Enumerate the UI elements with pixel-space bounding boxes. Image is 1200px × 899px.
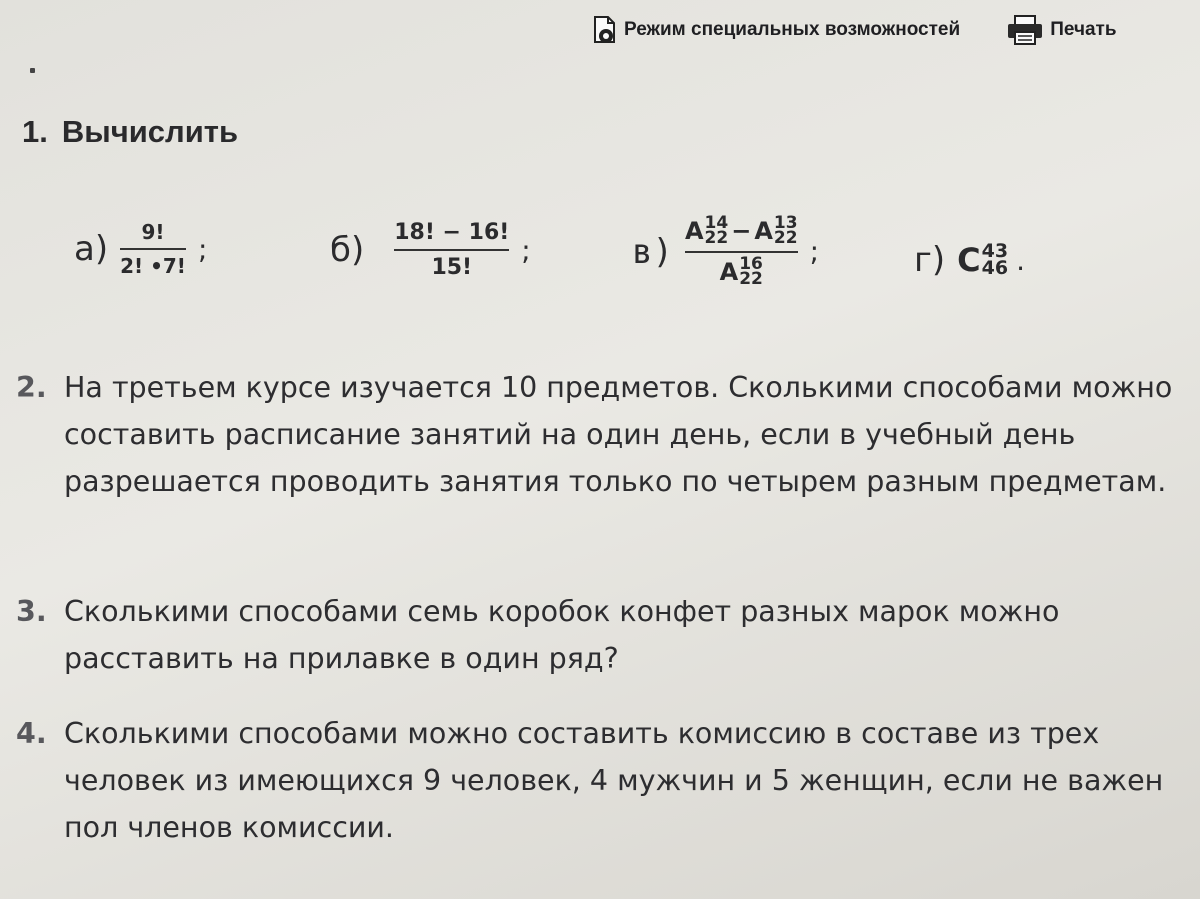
arrangement-symbol: A [754,217,773,246]
expr-g [914,240,1025,280]
expr-b-separator: ; [521,233,531,267]
expr-g-label: г) [914,240,946,280]
fraction-bar [394,249,509,251]
expr-g-combination [957,241,1008,279]
sub: 46 [981,257,1009,279]
sup: 13 [773,213,798,233]
expr-b-label: б) [330,230,365,270]
expr-a-separator: ; [197,232,208,266]
accessibility-icon [592,15,618,45]
print-label: Печать [1050,19,1117,40]
task-3 [16,588,1186,682]
expr-v-separator: ; [809,235,819,269]
sup: 14 [704,213,729,233]
expr-a [74,220,207,278]
expr-b-denominator: 15! [431,255,473,280]
expr-v-fraction [684,213,798,289]
task-2 [16,364,1186,505]
fraction-bar [120,248,186,250]
task-2-number: 2. [16,371,47,404]
expr-b-numerator: 18! − 16! [394,220,510,245]
minus-sign: − [731,217,752,246]
task-1-number: 1. [22,114,48,149]
math-expressions [0,200,1200,330]
expr-b-fraction [394,220,509,280]
task-3-text: Сколькими способами семь коробок конфет разных марок можно расставить на прилавке в один ряд? [64,595,1060,675]
bullet-mark [30,68,35,73]
fraction-bar [685,251,798,253]
toolbar [592,14,1117,46]
accessibility-mode-label: Режим специальных возможностей [624,19,961,40]
expr-v [632,213,819,289]
expr-b [330,220,531,280]
expr-a-numerator: 9! [141,220,165,244]
task-4-number: 4. [16,717,47,750]
arrangement-symbol: A [684,217,704,246]
task-2-text: На третьем курсе изучается 10 предметов. Сколькими способами можно составить расписание занятий на один день, если в учебный день разрешается проводить занятия только по четырем разным предметам. [64,371,1173,498]
task-3-number: 3. [16,595,47,628]
expr-v-label: в) [632,231,673,272]
task-4 [16,710,1186,851]
task-4-text: Сколькими способами можно составить комиссию в составе из трех человек из имеющихся 9 человек, 4 мужчин и 5 женщин, если не важен пол членов комиссии. [64,717,1164,844]
print-link[interactable] [1006,14,1116,46]
printer-icon [1006,14,1044,46]
task-1-heading [22,114,238,150]
expr-v-denominator [719,253,763,289]
expr-g-separator: . [1016,243,1025,277]
expr-v-numerator [684,213,798,249]
expr-a-denominator: 2! •7! [120,254,186,278]
combination-symbol: C [957,241,981,279]
sup: 43 [981,239,1009,262]
accessibility-mode-link[interactable] [592,15,960,45]
sub: 22 [773,228,798,249]
sub: 22 [704,228,729,249]
arrangement-symbol: A [719,257,739,286]
sup: 16 [739,253,763,274]
sub: 22 [739,268,763,289]
expr-a-fraction [120,220,186,278]
task-1-title: Вычислить [61,114,239,149]
expr-a-label: а) [74,229,109,269]
